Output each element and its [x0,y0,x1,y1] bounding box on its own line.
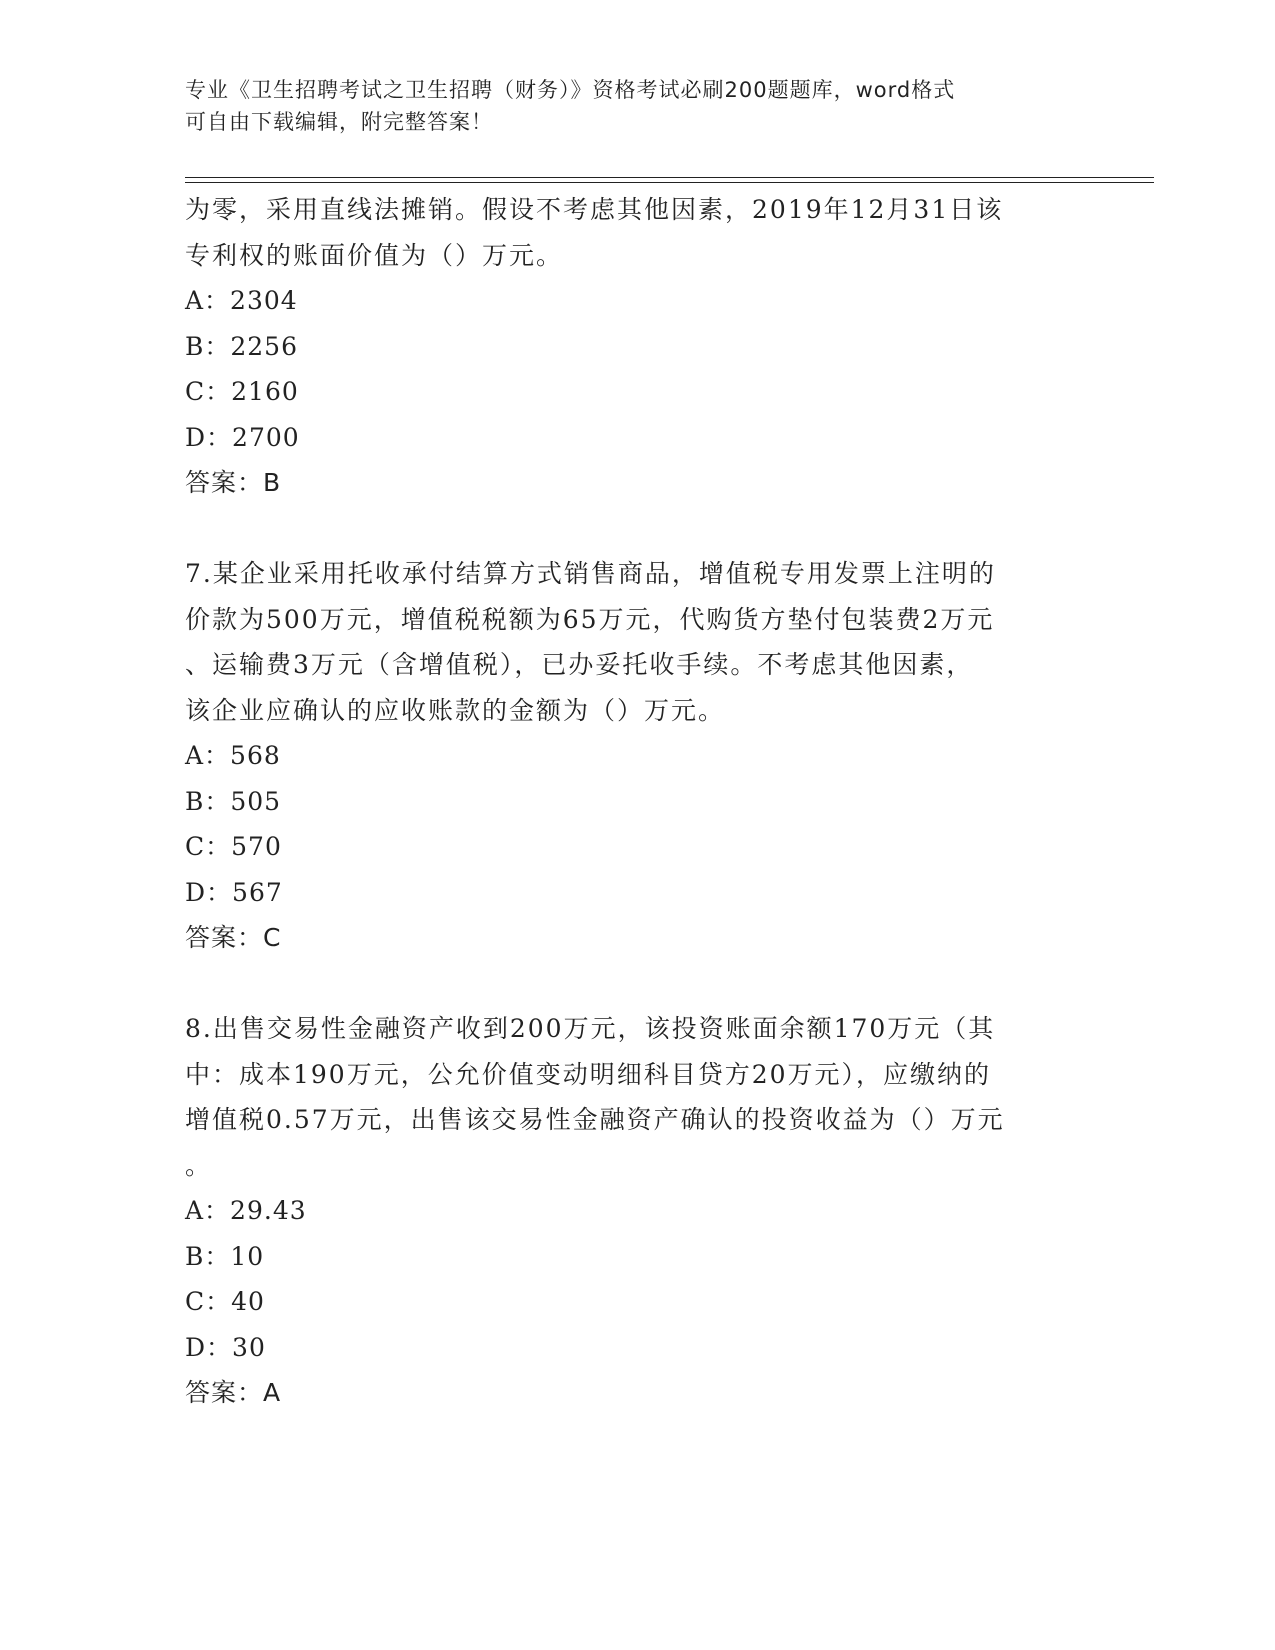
option-a: A：568 [185,741,281,770]
header-line-1: 专业《卫生招聘考试之卫生招聘（财务）》资格考试必刷200题题库，word格式 [185,78,956,102]
header-divider-top [185,177,1154,178]
question-spacer [185,961,1085,1007]
option-d: D：2700 [185,422,300,452]
question-stem-line: 8.出售交易性金融资产收到200万元，该投资账面余额170万元（其 [185,1014,996,1043]
option-c: C：2160 [185,377,299,406]
question-spacer [185,506,1085,552]
question-stem-line: 专利权的账面价值为（）万元。 [185,240,564,270]
question-stem-line: 。 [185,1150,213,1180]
header-divider-bottom [185,182,1154,183]
question-stem-line: 7.某企业采用托收承付结算方式销售商品，增值税专用发票上注明的 [185,559,996,588]
option-d: D：30 [185,1332,266,1362]
question-8 [185,1006,1085,1416]
question-stem-line: 价款为500万元，增值税税额为65万元，代购货方垫付包装费2万元 [185,604,995,634]
question-7 [185,551,1085,961]
answer-line: 答案：C [185,923,282,952]
option-b: B：2256 [185,331,298,361]
option-c: C：570 [185,832,282,861]
answer-line: 答案：A [185,1378,282,1407]
question-stem-line: 中：成本190万元，公允价值变动明细科目贷方20万元），应缴纳的 [185,1059,992,1089]
option-b: B：505 [185,786,282,816]
option-b: B：10 [185,1241,265,1271]
option-d: D：567 [185,877,283,907]
question-6 [185,187,1085,506]
option-a: A：2304 [185,286,298,315]
question-list [185,187,1085,1416]
question-stem-line: 该企业应确认的应收账款的金额为（）万元。 [185,695,726,725]
document-header [185,74,1065,138]
option-a: A：29.43 [185,1196,307,1225]
header-line-2: 可自由下载编辑，附完整答案！ [185,110,493,134]
question-stem-line: 、运输费3万元（含增值税），已办妥托收手续。不考虑其他因素， [185,650,974,679]
answer-line: 答案：B [185,468,282,497]
question-stem-line: 增值税0.57万元，出售该交易性金融资产确认的投资收益为（）万元 [185,1105,1005,1134]
option-c: C：40 [185,1287,265,1316]
question-stem-line: 为零，采用直线法摊销。假设不考虑其他因素，2019年12月31日该 [185,195,1004,224]
